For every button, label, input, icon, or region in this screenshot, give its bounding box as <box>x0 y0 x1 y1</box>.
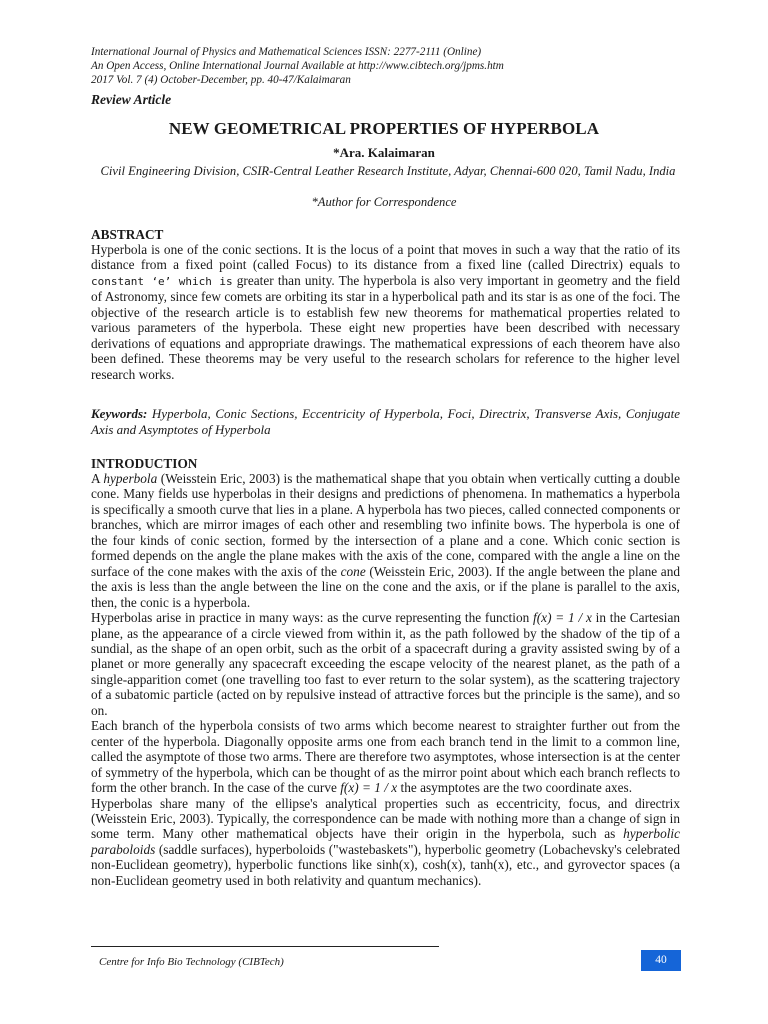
abstract-text-2: greater than unity. The hyperbola is also very important in geometry and the field of Astronomy, since few comets are orbiting its star in a hyperbolical path and its star is as one of the foci. The objective of the research article is to establish few new theorems for mathematical properties related to various parameters of the hyperbola. These eight new properties have been described with necessary derivations of equations and appropriate drawings. The mathematical expressions of each theorem have also been defined. These theorems may be very useful to the research scholars for reference to the higher level research works. <box>91 272 681 382</box>
intro-paragraph-2 <box>91 610 680 718</box>
intro-p4-term-paraboloids: hyperbolic paraboloids <box>91 826 681 857</box>
intro-p3-text-b: the asymptotes are the two coordinate axes. <box>400 780 633 796</box>
paper-title: NEW GEOMETRICAL PROPERTIES OF HYPERBOLA <box>168 119 600 138</box>
keywords-text: Hyperbola, Conic Sections, Eccentricity of Hyperbola, Foci, Directrix, Transverse Axis, Conjugate Axis and Asymptotes of Hyperbola <box>91 406 680 437</box>
introduction-heading: INTRODUCTION <box>91 456 198 471</box>
intro-p2-text-a: Hyperbolas arise in practice in many ways: as the curve representing the function <box>91 610 530 626</box>
abstract-heading: ABSTRACT <box>91 227 164 242</box>
journal-volume: 2017 Vol. 7 (4) October-December, pp. 40-47/Kalaimaran <box>91 74 351 86</box>
keywords-label: Keywords: <box>91 406 148 421</box>
intro-p2-function: f(x) = 1 / x <box>533 610 592 626</box>
intro-p1-text-a: A <box>91 471 100 486</box>
keywords <box>91 406 680 438</box>
intro-p3-function: f(x) = 1 / x <box>340 780 398 796</box>
intro-p4-text-a: Hyperbolas share many of the ellipse's analytical properties such as eccentricity, focus, and directrix (Weisstein Eric, 2003). Typically, the correspondence can be made with nothing more than a change of sign in some term. Many other mathematical objects have their origin in the hyperbola, such as <box>91 795 680 842</box>
author-affiliation: Civil Engineering Division, CSIR-Central Leather Research Institute, Adyar, Chennai-600 020, Tamil Nadu, India <box>100 164 676 178</box>
journal-header <box>91 45 711 87</box>
abstract-text-1: Hyperbola is one of the conic sections. It is the locus of a point that moves in such a way that the ratio of its distance from a fixed point (called Focus) to its distance from a fixed line (called Directrix) equals to <box>91 242 680 273</box>
intro-paragraph-4 <box>91 796 680 889</box>
article-type: Review Article <box>91 92 172 107</box>
intro-p4-text-b: (saddle surfaces), hyperboloids ("wastebaskets"), hyperbolic geometry (Lobachevsky's celebrated non-Euclidean geometry), hyperbolic functions like sinh(x), cosh(x), tanh(x), etc., and gyrovector spaces (a non-Euclidean geometry used in both relativity and quantum mechanics). <box>91 841 680 888</box>
journal-access: An Open Access, Online International Journal Available at http://www.cibtech.org/jpms.htm <box>91 60 504 72</box>
paper-author: *Ara. Kalaimaran <box>333 145 435 160</box>
abstract-body <box>91 242 680 382</box>
intro-p2-text-b: in the Cartesian plane, as the appearance of a circle viewed from within it, as the path followed by the shadow of the tip of a sundial, as the shape of an open orbit, such as the orbit of a spacecraft during a gravity assisted swing by of a planet or more generally any spacecraft exceeding the escape velocity of the nearest planet, as the path of a single-apparition comet (one travelling too fast to ever return to the solar system), as the scattering trajectory of a subatomic particle (acted on by repulsive instead of attractive forces but the principle is the same), and so on. <box>91 610 681 718</box>
correspondence-note: *Author for Correspondence <box>311 195 457 209</box>
journal-name: International Journal of Physics and Mathematical Sciences ISSN: 2277-2111 (Online) <box>91 46 482 58</box>
intro-p1-text-b: (Weisstein Eric, 2003) is the mathematical shape that you obtain when vertically cutting a double cone. Many fields use hyperbolas in their designs and predictions of phenomena. In mathematics a hyperbola is specifically a smooth curve that lies in a plane. A hyperbola has two pieces, called connected components or branches, which are mirror images of each other and resembling two infinite bows. The hyperbola is one of the four kinds of conic section, formed by the intersection of a plane and a cone. Which conic section is formed depends on the angle the plane makes with the axis of the cone, compared with the angle a line on the surface of the cone makes with the axis of the <box>91 471 680 579</box>
intro-p1-text-c: (Weisstein Eric, 2003). If the angle between the plane and the axis is less than the angle between the line on the cone and the axis, or if the plane is parallel to the axis, then, the conic is a hyperbola. <box>91 563 680 610</box>
intro-paragraph-3 <box>91 718 680 795</box>
intro-p1-term-cone: cone <box>340 563 366 579</box>
intro-p3-text-a: Each branch of the hyperbola consists of two arms which become nearest to straighter further out from the center of the hyperbola. Diagonally opposite arms one from each branch tend in the limit to a common line, called the asymptote of those two arms. There are therefore two asymptotes, whose intersection is at the center of symmetry of the hyperbola, which can be thought of as the mirror point about which each branch reflects to form the other branch. In the case of the curve <box>91 718 680 796</box>
page-number: 40 <box>641 950 681 971</box>
footer-divider <box>91 946 439 947</box>
footer-publisher: Centre for Info Bio Technology (CIBTech) <box>99 956 284 968</box>
abstract-mono-text: constant ‘e’ which is <box>91 274 233 288</box>
introduction-body <box>91 471 680 888</box>
intro-paragraph-1 <box>91 471 680 610</box>
intro-p1-term-hyperbola: hyperbola <box>103 471 158 486</box>
